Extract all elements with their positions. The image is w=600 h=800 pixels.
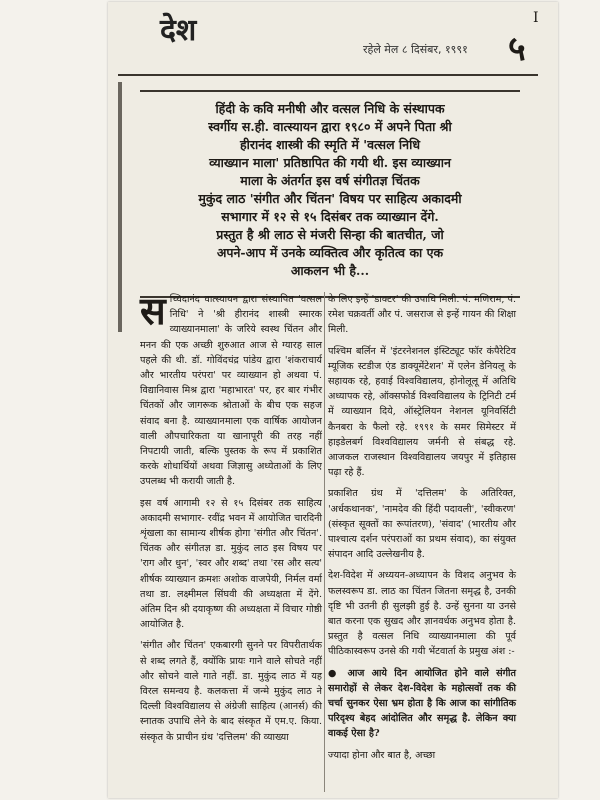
intro-line: हिंदी के कवि मनीषी और वत्सल निधि के संस्थापक [215,101,445,116]
paragraph-text: च्चिदानंद वात्स्यायन द्वारा संस्थापित 'वत्सल निधि' ने 'श्री हीरानंद शास्त्री स्मारक व्याख्यानमाला' के जरिये स्वस्थ चिंतन और मनन की एक अच्छी शुरुआत आज से ग्यारह साल पहले की थी. डॉ. गोविंदचंद्र पांडेय द्वारा 'शंकराचार्य और भारतीय परंपरा' पर व्याख्यान हो अथवा पं. विद्यानिवास मिश्र द्वारा 'महाभारत' पर, हर बार गंभीर चिंतकों और जागरूक श्रोताओं के बीच एक सहज संवाद बना है. व्याख्यानमाला एक वार्षिक आयोजन वाली औपचारिकता या खानापूरी की तरह नहीं निपटायी जाती, बल्कि पुस्तक के रूप में प्रकाशित करके शोधार्थियों अथवा जिज्ञासु अध्येताओं के लिए उपलब्ध भी करायी जाती है. [140,294,322,488]
intro-line: स्वर्गीय स.ही. वात्स्यायन द्वारा १९८० में अपने पिता श्री [208,119,452,134]
article-intro [140,90,520,298]
intro-line: मुकुंद लाठ 'संगीत और चिंतन' विषय पर साहित्य अकादमी [198,191,462,206]
paragraph [140,289,322,490]
interview-question: ● आज आये दिन आयोजित होने वाले संगीत समारोहों से लेकर देश-विदेश के महोत्सवों तक की चर्चा सुनकर ऐसा भ्रम होता है कि आज का सांगीतिक परिदृश्य बेहद आंदोलित और समृद्ध है. लेकिन क्या वाकई ऐसा है? [328,666,516,742]
right-column [328,292,516,769]
intro-line: माला के अंतर्गत इस वर्ष संगीतज्ञ चिंतक [240,173,420,188]
column-divider [324,292,325,792]
intro-line: व्याख्यान माला' प्रतिष्ठापित की गयी थी. इस व्याख्यान [209,155,451,170]
issue-date: रहेले मेल ८ दिसंबर, १९९१ [363,43,468,56]
paragraph: देश-विदेश में अध्ययन-अध्यापन के विशद अनुभव के फलस्वरूप डा. लाठ का चिंतन जितना समृद्ध है, उनकी दृष्टि भी उतनी ही सुलझी हुई है. उन्हें सुनना या उनसे बात करना एक सुखद और ज्ञानवर्धक अनुभव होता है. प्रस्तुत है वत्सल निधि व्याख्यानमाला की पूर्व पीठिकास्वरूप उनसे की गयी भेंटवार्ता के प्रमुख अंश :- [328,570,516,658]
drop-cap: स [140,289,166,333]
paragraph: इस वर्ष आगामी १२ से १५ दिसंबर तक साहित्य अकादमी सभागार- रवींद्र भवन में आयोजित चारदिनी शृंखला का सामान्य शीर्षक होगा 'संगीत और चिंतन'. चिंतक और संगीतज्ञ डा. मुकुंद लाठ इस विषय पर 'राग और धुन', 'स्वर और शब्द' तथा 'रस और सत्य' शीर्षक व्याख्यान क्रमशः अशोक वाजपेयी, निर्मल वर्मा तथा डा. लक्ष्मीमल सिंघवी की अध्यक्षता में देंगे. अंतिम दिन श्री दयाकृष्ण की अध्यक्षता में विचार गोष्ठी आयोजित है. [140,497,322,631]
paragraph: 'संगीत और चिंतन' एकबारगी सुनने पर विपरीतार्थक से शब्द लगते हैं, क्योंकि प्रायः गाने वाले सोचते नहीं और सोचने वाले गाते नहीं. डा. मुकुंद लाठ में यह विरल समन्वय है. कलकत्ता में जन्मे मुकुंद लाठ ने दिल्ली विश्वविद्यालय से अंग्रेजी साहित्य (आनर्स) की स्नातक उपाधि लेने के बाद संस्कृत में एम.ए. किया. संस्कृत के प्राचीन ग्रंथ 'दत्तिलम' की व्याख्या [140,640,322,743]
paragraph: पश्चिम बर्लिन में 'इंटरनेशनल इंस्टिट्यूट फॉर कंपैरेटिव म्यूजिक स्टडीज एंड डाक्यूमेंटेशन' में एलेन डेनियलू के सहायक रहे, हवाई विश्वविद्यालय, होनोलूलू में अतिथि अध्यापक रहे, ऑक्सफोर्ड विश्वविद्यालय के ट्रिनिटी टर्म में व्याख्यान दिये, ऑस्ट्रेलियन नेशनल यूनिवर्सिटी कैनबरा के फैलो रहे. १९९१ के समर सिमेस्टर में हाइडेलबर्ग विश्वविद्यालय जर्मनी से संबद्ध रहे. आजकल राजस्थान विश्वविद्यालय जयपुर में इतिहास पढ़ा रहे हैं. [328,345,516,479]
intro-line: अपने-आप में उनके व्यक्तित्व और कृतित्व का एक [216,245,444,260]
intro-line: प्रस्तुत है श्री लाठ से मंजरी सिन्हा की बातचीत, जो [216,227,444,242]
handwritten-mark: I [533,10,539,26]
page-number: ५ [508,29,526,69]
intro-line: हीरानंद शास्त्री की स्मृति में 'वत्सल निधि [239,137,421,152]
masthead [118,6,538,76]
paragraph: प्रकाशित ग्रंथ में 'दत्तिलम' के अतिरिक्त, 'अर्धकथानक', 'नामदेव की हिंदी पदावली', 'स्वीकरण' (संस्कृत सूक्तों का रूपांतरण), 'संवाद' (भारतीय और पाश्चात्य दर्शन परंपराओं का प्रथम संवाद), का संयुक्त संपादन आदि उल्लेखनीय है. [328,488,516,561]
newspaper-name: देश [160,13,197,48]
left-column [140,289,322,751]
paragraph: के लिए इन्हें 'डाक्टर' की उपाधि मिली. पं. मणिराम, पं. रमेश चक्रवर्ती और पं. जसराज से इन्हें गायन की शिक्षा मिली. [328,294,516,336]
intro-line: सभागार में १२ से १५ दिसंबर तक व्याख्यान देंगे. [221,209,439,224]
intro-line: आकलन भी है... [290,263,370,278]
interview-answer: ज्यादा होना और बात है, अच्छा [328,749,436,761]
margin-pen-mark [118,82,122,332]
